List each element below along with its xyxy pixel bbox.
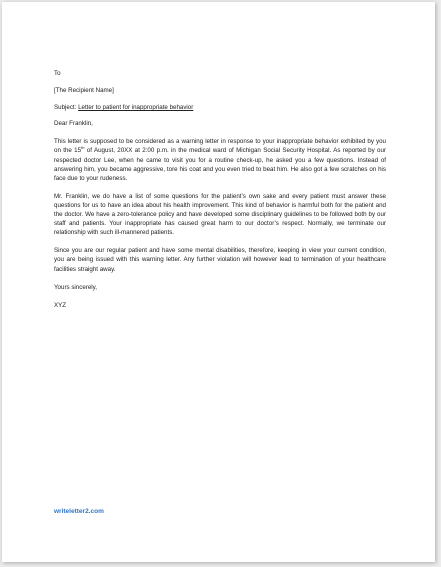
letter-page — [2, 2, 435, 562]
subject-label: Subject: — [54, 104, 79, 112]
to-label: To — [54, 70, 61, 77]
recipient-name: [The Recipient Name] — [54, 87, 114, 95]
ordinal-suffix: th — [81, 145, 85, 151]
footer-website-link[interactable]: writeletter2.com — [54, 508, 104, 515]
subject-text: Letter to patient for inappropriate behavior — [78, 104, 194, 112]
subject-line — [54, 103, 386, 112]
letter-body — [54, 69, 386, 310]
paragraph-1 — [54, 137, 386, 182]
signature: XYZ — [54, 301, 67, 309]
paragraph-1-start: This letter is supposed to be considered as a warning letter in response to your inappropriate behavior exhibited by you on the 15 — [54, 138, 386, 155]
closing: Yours sincerely, — [54, 283, 97, 291]
paragraph-3: Since you are our regular patient and have some mental disabilities, therefore, keeping in view your current condition, you are being issued with this warning letter. Any further violation will however lead to termination of your healthcare facilities straight away. — [54, 247, 386, 273]
paragraph-2: Mr. Franklin, we do have a list of some questions for the patient’s own sake and every patient must answer these questions for us to have an idea about his health improvement. This kind of behavior is harmful both for the patient and the doctor. We have a zero-tolerance policy and have developed some disciplinary guidelines to be followed both by our staff and patients. Your inappropriate has caused great harm to our doctor’s respect. Normally, we terminate our relationship with such ill-mannered patients. — [54, 192, 386, 237]
greeting: Dear Franklin, — [54, 120, 93, 128]
paragraph-1-end: of August, 20XX at 2:00 p.m. in the medical ward of Michigan Social Security Hospital. As reported by our respected doctor Lee, when he came to visit you for a routine check-up, he asked you a few questions. Instead of answering him, you became aggressive, tore his coat and you even tried to beat him. He also got a few scratches on his face due to your rudeness. — [54, 147, 386, 182]
